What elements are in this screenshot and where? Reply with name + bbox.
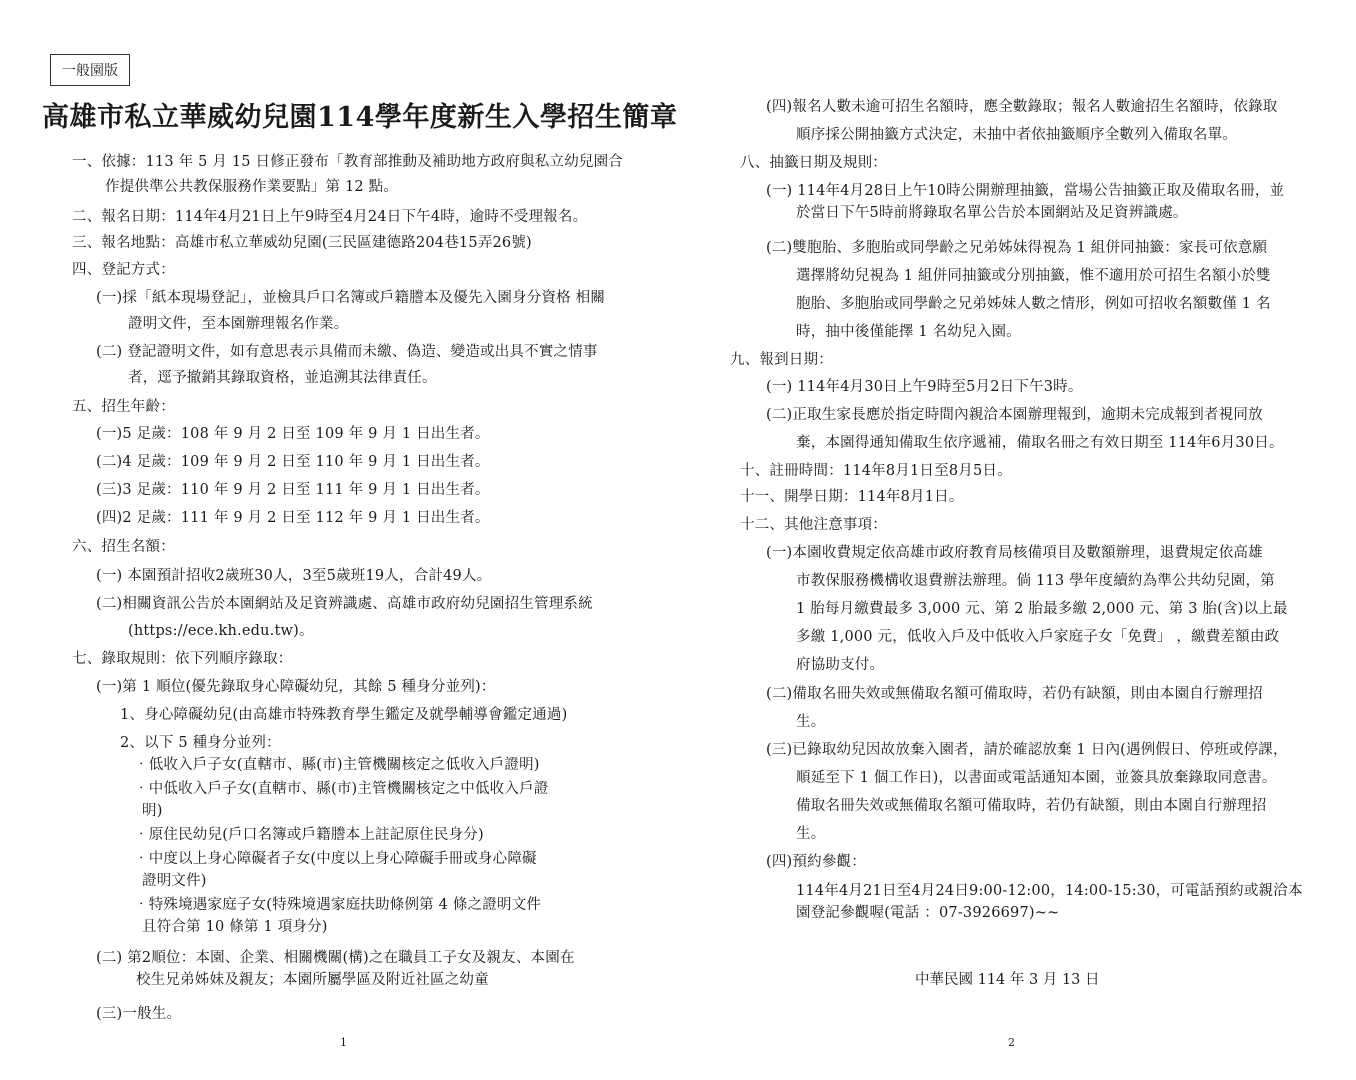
text-line: 選擇將幼兒視為 1 組併同抽籤或分別抽籤，惟不適用於可招生名額小於雙 (796, 268, 1271, 284)
text-line: 市教保服務機構收退費辦法辦理。倘 113 學年度續約為準公共幼兒園，第 (796, 573, 1275, 589)
text-line: (二)雙胞胎、多胞胎或同學齡之兄弟姊妹得視為 1 組併同抽籤：家長可依意願 (766, 240, 1268, 256)
text-line: (三)已錄取幼兒因故放棄入園者，請於確認放棄 1 日內(遇例假日、停班或停課， (766, 742, 1288, 758)
text-line: 胞胎、多胞胎或同學齡之兄弟姊妹人數之情形，例如可招收名額數僅 1 名 (796, 296, 1271, 312)
text-line: (三)3 足歲：110 年 9 月 2 日至 111 年 9 月 1 日出生者。 (96, 482, 490, 498)
text-line: 作提供準公共教保服務作業要點」第 12 點。 (105, 179, 399, 195)
text-line: 1、身心障礙幼兒(由高雄市特殊教育學生鑑定及就學輔導會鑑定通過) (120, 707, 568, 723)
text-line: (一)本園收費規定依高雄市政府教育局核備項目及數額辦理，退費規定依高雄 (766, 545, 1263, 561)
text-line: ‧低收入戶子女(直轄市、縣(市)主管機關核定之低收入戶證明) (134, 757, 540, 773)
text-line: 生。 (796, 714, 826, 730)
text-line: 者，逕予撤銷其錄取資格，並追溯其法律責任。 (128, 370, 437, 386)
text-line: ‧特殊境遇家庭子女(特殊境遇家庭扶助條例第 4 條之證明文件 (134, 897, 542, 913)
text-line: 順延至下 1 個工作日)，以書面或電話通知本園，並簽具放棄錄取同意書。 (796, 770, 1277, 786)
text-line: 時，抽中後僅能擇 1 名幼兒入園。 (796, 324, 1021, 340)
text-line: (四)預約參觀： (766, 854, 866, 870)
text-line: (一)5 足歲：108 年 9 月 2 日至 109 年 9 月 1 日出生者。 (96, 426, 490, 442)
text-line: 七、錄取規則：依下列順序錄取： (72, 651, 293, 667)
issue-date: 中華民國 114 年 3 月 13 日 (915, 972, 1100, 988)
text-line: (四)2 足歲：111 年 9 月 2 日至 112 年 9 月 1 日出生者。 (96, 510, 490, 526)
page-2 (678, 0, 1356, 1080)
text-line: 證明文件) (142, 873, 207, 889)
text-line: 生。 (796, 826, 826, 842)
text-line: 1 胎每月繳費最多 3,000 元、第 2 胎最多繳 2,000 元、第 3 胎(含)以上最 (796, 601, 1288, 617)
text-line: (二)4 足歲：109 年 9 月 2 日至 110 年 9 月 1 日出生者。 (96, 454, 490, 470)
text-line: 2、以下 5 種身分並列： (120, 735, 281, 751)
text-line: 校生兄弟姊妹及親友；本園所屬學區及附近社區之幼童 (136, 972, 489, 988)
text-line: (二)備取名冊失效或無備取名額可備取時，若仍有缺額，則由本園自行辦理招 (766, 686, 1263, 702)
text-line: 明) (142, 803, 163, 819)
text-line: (二)正取生家長應於指定時間內親洽本園辦理報到，逾期未完成報到者視同放 (766, 407, 1263, 423)
text-line: (https://ece.kh.edu.tw)。 (128, 623, 314, 639)
text-line: ‧中低收入戶子女(直轄市、縣(市)主管機關核定之中低收入戶證 (134, 781, 549, 797)
text-line: (一) 114年4月28日上午10時公開辦理抽籤，當場公告抽籤正取及備取名冊，並 (766, 183, 1285, 199)
text-line: 備取名冊失效或無備取名額可備取時，若仍有缺額，則由本園自行辦理招 (796, 798, 1267, 814)
text-line: 四、登記方式： (72, 262, 175, 278)
text-line: 十、註冊時間：114年8月1日至8月5日。 (740, 463, 1012, 479)
text-line: (一)採「紙本現場登記」，並檢具戶口名簿或戶籍謄本及優先入園身分資格 相關 (96, 290, 606, 306)
text-line: 六、招生名額： (72, 539, 175, 555)
text-line: 順序採公開抽籤方式決定，未抽中者依抽籤順序全數列入備取名單。 (796, 127, 1237, 143)
text-line: 114年4月21日至4月24日9:00-12:00，14:00-15:30，可電話預約或親洽本 (796, 883, 1303, 899)
text-line: (一) 114年4月30日上午9時至5月2日下午3時。 (766, 379, 1083, 395)
text-line: (一) 本園預計招收2歲班30人，3至5歲班19人，合計49人。 (96, 568, 492, 584)
text-line: 園登記參觀喔(電話 ：07-3926697)~~ (796, 905, 1060, 921)
text-line: (三)一般生。 (96, 1006, 182, 1022)
text-line: (四)報名人數未逾可招生名額時，應全數錄取；報名人數逾招生名額時，依錄取 (766, 99, 1278, 115)
text-line: (一)第 1 順位(優先錄取身心障礙幼兒，其餘 5 種身分並列)： (96, 679, 496, 695)
text-line: 於當日下午5時前將錄取名單公告於本園網站及足資辨識處。 (796, 205, 1188, 221)
edition-badge: 一般園版 (50, 54, 130, 86)
text-line: 棄，本園得通知備取生依序遞補，備取名冊之有效日期至 114年6月30日。 (796, 435, 1284, 451)
text-line: 且符合第 10 條第 1 項身分) (142, 919, 328, 935)
text-line: (二)相關資訊公告於本園網站及足資辨識處、高雄市政府幼兒園招生管理系統 (96, 596, 593, 612)
text-line: 十一、開學日期：114年8月1日。 (740, 489, 964, 505)
text-line: 府協助支付。 (796, 657, 885, 673)
text-line: ‧原住民幼兒(戶口名簿或戶籍謄本上註記原住民身分) (134, 827, 484, 843)
text-line: 九、報到日期： (730, 352, 833, 368)
text-line: (二) 第2順位：本園、企業、相關機關(構)之在職員工子女及親友、本園在 (96, 950, 575, 966)
document-title: 高雄市私立華威幼兒園114學年度新生入學招生簡章 (42, 102, 678, 133)
text-line: 三、報名地點：高雄市私立華威幼兒園(三民區建德路204巷15弄26號) (72, 235, 532, 251)
text-line: 多繳 1,000 元，低收入戶及中低收入戶家庭子女「免費」 ，繳費差額由政 (796, 629, 1280, 645)
text-line: 五、招生年齡： (72, 399, 175, 415)
text-line: 一、依據：113 年 5 月 15 日修正發布「教育部推動及補助地方政府與私立幼兒園合 (72, 154, 623, 170)
text-line: (二) 登記證明文件，如有意思表示具備而未繳、偽造、變造或出具不實之情事 (96, 344, 598, 360)
page-number: 1 (340, 1036, 347, 1049)
text-line: 二、報名日期：114年4月21日上午9時至4月24日下午4時，逾時不受理報名。 (72, 209, 588, 225)
text-line: 證明文件，至本園辦理報名作業。 (128, 316, 349, 332)
text-line: 八、抽籤日期及規則： (740, 155, 887, 171)
text-line: ‧中度以上身心障礙者子女(中度以上身心障礙手冊或身心障礙 (134, 851, 537, 867)
page-number: 2 (1008, 1036, 1015, 1049)
text-line: 十二、其他注意事項： (740, 517, 887, 533)
